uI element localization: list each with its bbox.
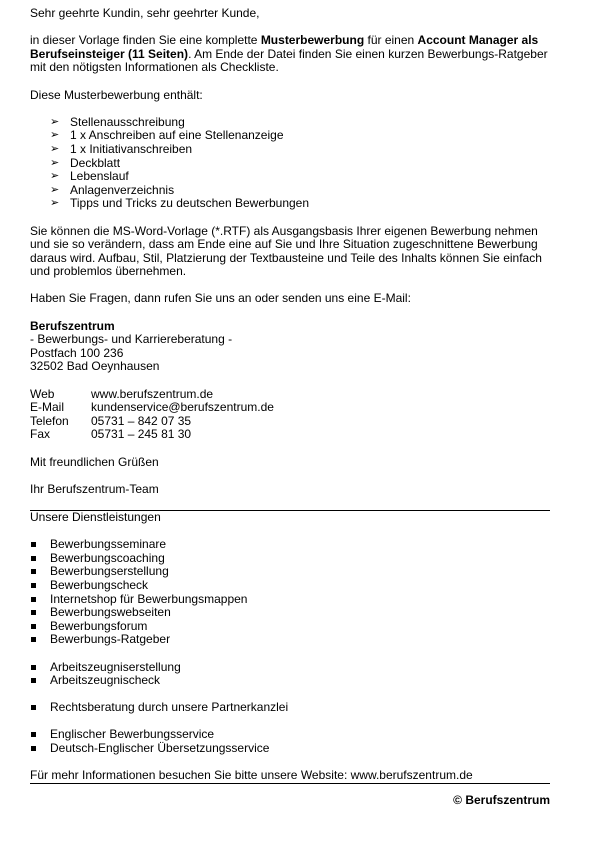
contact-web: Web www.berufszentrum.de <box>30 386 214 401</box>
intro-text-1: in dieser Vorlage finden Sie eine komplette <box>30 33 261 48</box>
closing: Mit freundlichen Grüßen <box>30 454 159 469</box>
list-item: Bewerbungsseminare <box>30 538 550 552</box>
usage-paragraph: Sie können die MS-Word-Vorlage (*.RTF) als Ausgangsbasis Ihrer eigenen Bewerbung nehmen und sie so verändern, dass am Ende eine auf Sie und Ihre Situation zugeschnittene Bewerbung daraus wird. Aufbau, Stil, Platzierung der Textbausteine und Teile des Inhalts können Sie einfach und problemlos übernehmen. <box>30 223 542 279</box>
list-item: Bewerbungswebseiten <box>30 606 550 620</box>
list-item: ➢ Lebenslauf <box>50 169 129 184</box>
services-list-2 <box>30 661 550 688</box>
more-info-text: Für mehr Informationen besuchen Sie bitte unsere Website: www.berufszentrum.de <box>30 768 473 783</box>
square-bullet-icon <box>31 705 36 710</box>
square-bullet-icon <box>31 637 36 642</box>
list-item: Bewerbungscheck <box>30 579 550 593</box>
square-bullet-icon <box>31 746 36 751</box>
square-bullet-icon <box>31 583 36 588</box>
contact-fax: Fax 05731 – 245 81 30 <box>30 427 192 442</box>
square-bullet-icon <box>31 610 36 615</box>
address-street: Postfach 100 236 <box>30 345 124 360</box>
square-bullet-icon <box>31 569 36 574</box>
square-bullet-icon <box>31 678 36 683</box>
signature: Ihr Berufszentrum-Team <box>30 481 159 496</box>
company-subtitle: - Bewerbungs- und Karriereberatung - <box>30 332 233 347</box>
contents-list <box>30 116 550 211</box>
copyright-text: © Berufszentrum <box>453 792 550 807</box>
list-item: ➢ 1 x Anschreiben auf eine Stellenanzeige <box>50 128 284 143</box>
company-name: Berufszentrum <box>30 318 115 333</box>
list-item: Bewerbungs-Ratgeber <box>30 633 550 647</box>
greeting: Sehr geehrte Kundin, sehr geehrter Kunde, <box>30 6 260 20</box>
intro-bold-2: Account Manager als Berufseinsteiger (11 Seiten) <box>30 33 539 61</box>
list-item: Deutsch-Englischer Übersetzungsservice <box>30 742 550 756</box>
arrow-bullet-icon: ➢ <box>50 129 60 142</box>
intro-text-3: . Am Ende der Datei finden Sie einen kurzen Bewerbungs-Ratgeber mit den nötigsten Informationen als Checkliste. <box>30 46 548 75</box>
list-item: ➢ Stellenausschreibung <box>50 114 185 129</box>
arrow-bullet-icon: ➢ <box>50 183 60 196</box>
intro-bold-1: Musterbewerbung <box>260 33 365 48</box>
square-bullet-icon <box>31 624 36 629</box>
list-item: Bewerbungserstellung <box>30 565 550 579</box>
list-item: ➢ 1 x Initiativanschreiben <box>50 141 193 156</box>
intro-text-2: für einen <box>364 33 418 48</box>
list-item: Arbeitszeugnischeck <box>30 674 550 688</box>
square-bullet-icon <box>31 665 36 670</box>
arrow-bullet-icon: ➢ <box>50 156 60 169</box>
contact-phone: Telefon 05731 – 842 07 35 <box>30 413 192 428</box>
square-bullet-icon <box>31 597 36 602</box>
list-item: Bewerbungsforum <box>30 620 550 634</box>
list-item: Bewerbungscoaching <box>30 552 550 566</box>
list-item: Internetshop für Bewerbungsmappen <box>30 593 550 607</box>
list-item: Arbeitszeugniserstellung <box>30 661 550 675</box>
arrow-bullet-icon: ➢ <box>50 197 60 210</box>
arrow-bullet-icon: ➢ <box>50 115 60 128</box>
address-city: 32502 Bad Oeynhausen <box>30 359 160 374</box>
services-list-1 <box>30 538 550 647</box>
list-item: ➢ Tipps und Tricks zu deutschen Bewerbungen <box>50 196 310 211</box>
square-bullet-icon <box>31 732 36 737</box>
services-list-3 <box>30 701 550 715</box>
list-item: ➢ Deckblatt <box>50 155 121 170</box>
intro-paragraph <box>30 34 550 75</box>
list-item: Rechtsberatung durch unsere Partnerkanzlei <box>30 701 550 715</box>
square-bullet-icon <box>31 542 36 547</box>
services-list-4 <box>30 728 550 755</box>
contents-heading: Diese Musterbewerbung enthält: <box>30 87 203 102</box>
services-heading: Unsere Dienstleistungen <box>30 509 161 524</box>
questions-text: Haben Sie Fragen, dann rufen Sie uns an oder senden uns eine E-Mail: <box>30 291 411 306</box>
document-page <box>30 7 550 807</box>
arrow-bullet-icon: ➢ <box>50 170 60 183</box>
arrow-bullet-icon: ➢ <box>50 142 60 155</box>
list-item: ➢ Anlagenverzeichnis <box>50 182 175 197</box>
list-item: Englischer Bewerbungsservice <box>30 728 550 742</box>
square-bullet-icon <box>31 556 36 561</box>
contact-email: E-Mail kundenservice@berufszentrum.de <box>30 400 274 415</box>
